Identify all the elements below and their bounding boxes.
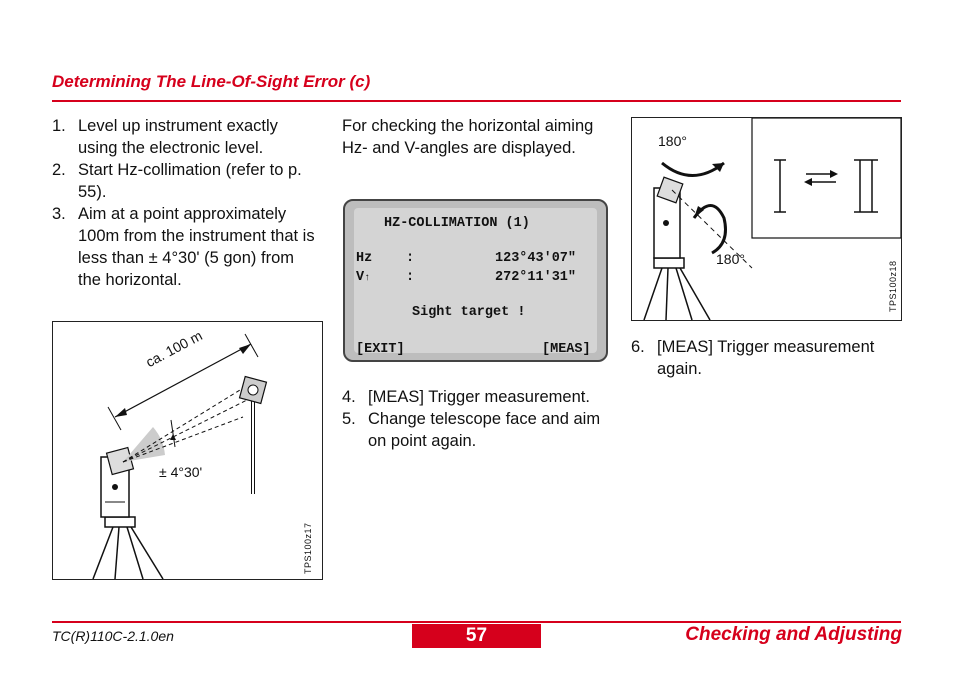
list-item: 4. [MEAS] Trigger measurement.	[342, 388, 590, 406]
exit-softkey[interactable]: [EXIT]	[356, 342, 405, 357]
angle-wedge	[123, 427, 165, 462]
target-icon	[240, 377, 267, 494]
page-number: 57	[412, 624, 541, 648]
hz-value: 123°43'07"	[495, 251, 577, 266]
figure-code: TPS100z17	[303, 522, 313, 574]
rotation-top-label: 180°	[658, 133, 687, 149]
display-screen	[354, 208, 597, 357]
steps-list-1	[52, 115, 320, 291]
hz-colon: :	[406, 251, 415, 266]
top-divider	[52, 100, 901, 102]
face-change-figure	[631, 117, 902, 321]
hz-label: Hz	[356, 251, 373, 266]
instrument-display	[343, 199, 608, 362]
intro-paragraph: For checking the horizontal aiming Hz- and V-angles are displayed.	[342, 117, 594, 157]
distance-label: ca. 100 m	[143, 327, 205, 371]
document-id: TC(R)110C-2.1.0en	[52, 628, 174, 644]
rotation-side-label: 180°	[716, 251, 745, 267]
display-title: HZ-COLLIMATION (1)	[384, 216, 530, 231]
list-item: 1. Level up instrument exactly using the electronic level.	[52, 117, 278, 157]
display-message: Sight target !	[412, 305, 526, 320]
v-colon: :	[406, 270, 415, 285]
meas-softkey[interactable]: [MEAS]	[542, 342, 591, 357]
figure-code: TPS100z18	[888, 260, 898, 312]
v-label: V↑	[356, 270, 371, 285]
tripod-icon	[93, 517, 163, 579]
angle-label: ± 4°30'	[159, 464, 203, 480]
list-item: 5. Change telescope face and aim on point again.	[342, 410, 601, 450]
v-value: 272°11'31"	[495, 270, 577, 285]
sighting-figure	[52, 321, 323, 580]
list-item: 6. [MEAS] Trigger measurement again.	[631, 338, 875, 378]
list-item: 2. Start Hz-collimation (refer to p. 55).	[52, 161, 302, 201]
page-heading: Determining The Line-Of-Sight Error (c)	[52, 72, 371, 91]
sighting-illustration	[53, 322, 322, 579]
list-item: 3. Aim at a point approximately 100m from the instrument that is less than ± 4°30' (5 gon) from the horizontal.	[52, 205, 315, 289]
bottom-divider	[52, 621, 901, 623]
arrow-up-icon: ↑	[364, 273, 371, 284]
section-title: Checking and Adjusting	[685, 624, 902, 645]
steps-list-2	[342, 386, 612, 452]
steps-list-3	[631, 336, 901, 380]
tripod-icon	[644, 258, 710, 320]
total-station-icon	[654, 177, 683, 258]
